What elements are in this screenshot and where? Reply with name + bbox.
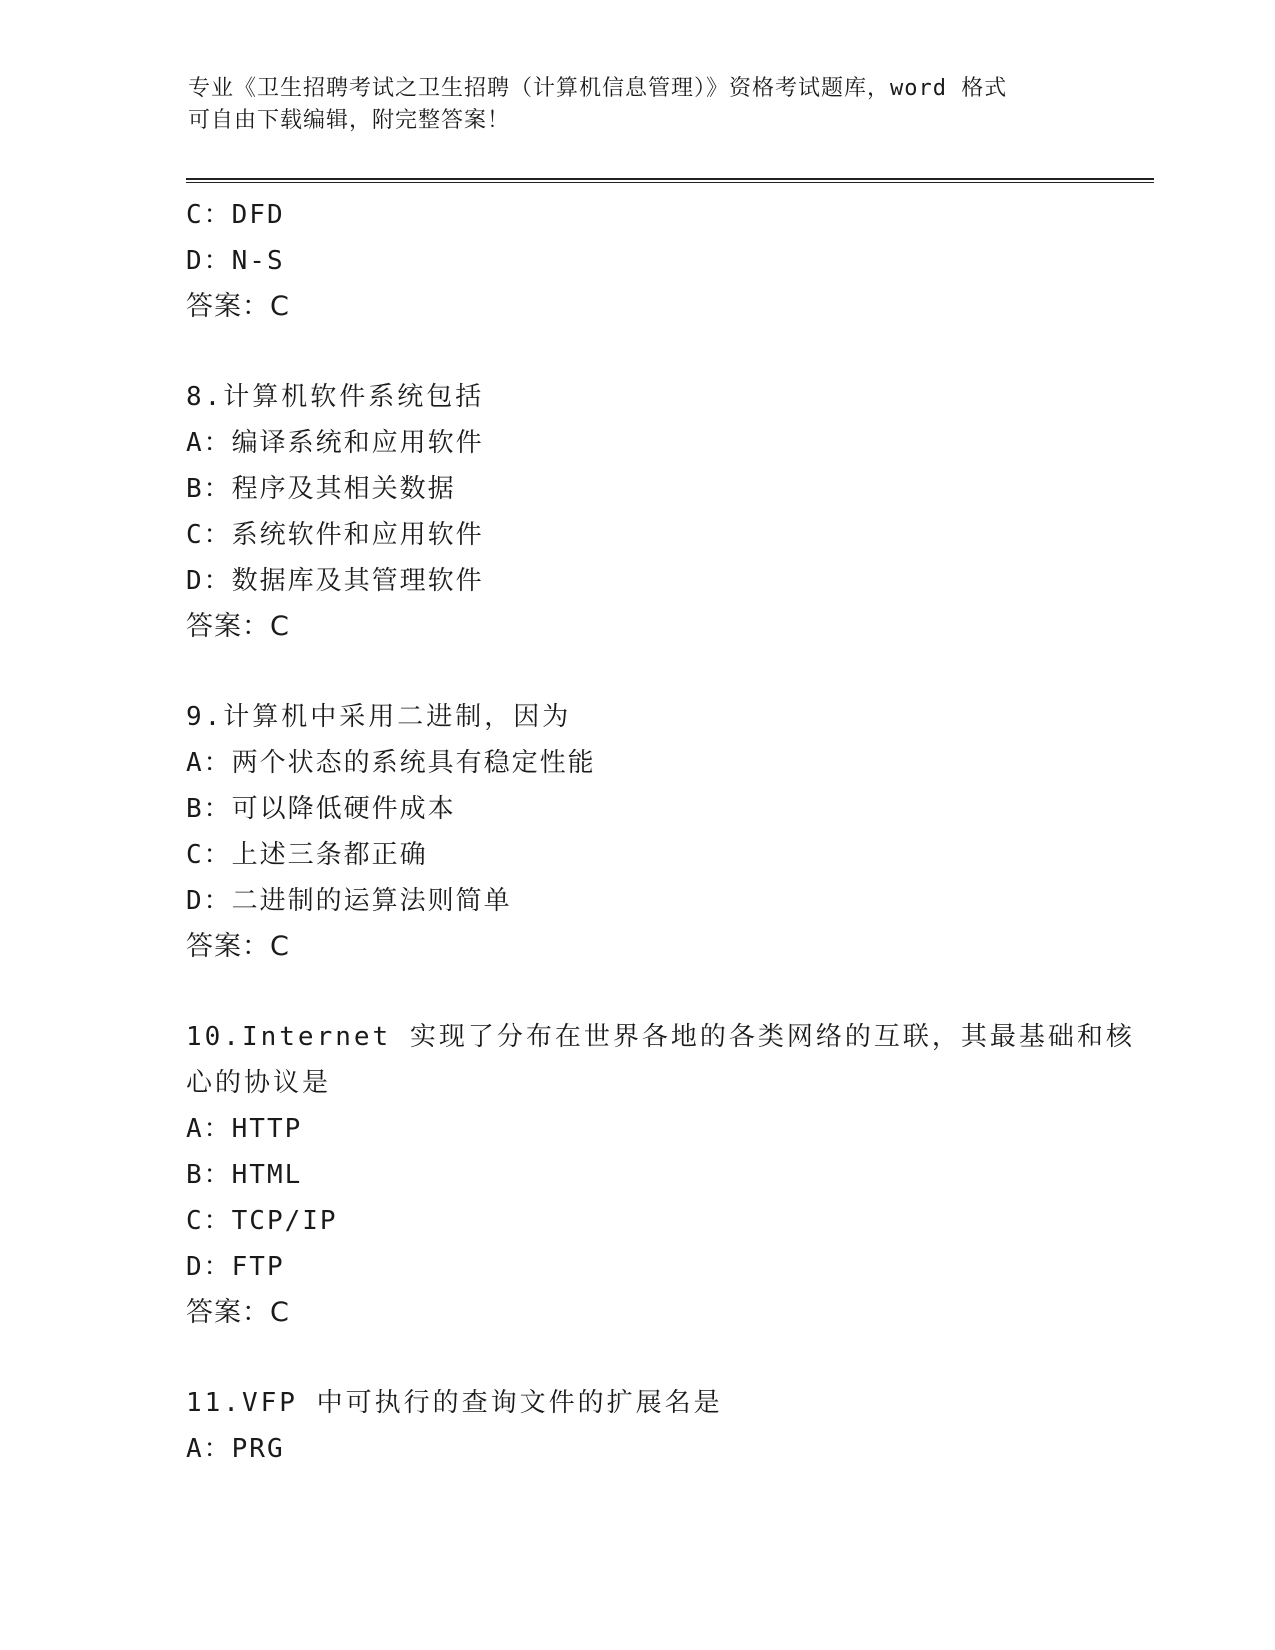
option-a: A：HTTP — [186, 1114, 303, 1144]
spacer — [186, 1336, 1156, 1380]
question-title: 8.计算机软件系统包括 — [186, 382, 485, 412]
option-b: B：可以降低硬件成本 — [186, 794, 456, 824]
option-d: D：N-S — [186, 246, 285, 276]
spacer — [186, 330, 1156, 374]
question-title-line-2: 心的协议是 — [186, 1068, 332, 1098]
option-c: C：上述三条都正确 — [186, 840, 428, 870]
question-10 — [186, 1014, 1156, 1336]
question-9 — [186, 694, 1156, 970]
answer: 答案：C — [186, 931, 290, 962]
header-line-1: 专业《卫生招聘考试之卫生招聘（计算机信息管理）》资格考试题库，word 格式 — [188, 76, 1008, 101]
page-header — [188, 73, 1088, 137]
option-a: A：两个状态的系统具有稳定性能 — [186, 748, 596, 778]
option-c: C：TCP/IP — [186, 1206, 338, 1236]
question-title: 11.VFP 中可执行的查询文件的扩展名是 — [186, 1388, 723, 1418]
answer: 答案：C — [186, 291, 290, 322]
option-a: A：编译系统和应用软件 — [186, 428, 484, 458]
option-c: C：系统软件和应用软件 — [186, 520, 484, 550]
question-title: 9.计算机中采用二进制，因为 — [186, 702, 572, 732]
question-8 — [186, 374, 1156, 650]
spacer — [186, 970, 1156, 1014]
option-a: A：PRG — [186, 1434, 285, 1464]
option-d: D：FTP — [186, 1252, 285, 1282]
header-line-2: 可自由下载编辑，附完整答案！ — [188, 108, 511, 133]
option-b: B：HTML — [186, 1160, 303, 1190]
question-title-line-1: 10.Internet 实现了分布在世界各地的各类网络的互联，其最基础和核 — [186, 1022, 1135, 1052]
question-list — [186, 192, 1156, 1472]
option-c: C：DFD — [186, 200, 285, 230]
option-d: D：二进制的运算法则简单 — [186, 886, 512, 916]
option-b: B：程序及其相关数据 — [186, 474, 456, 504]
header-divider — [186, 178, 1154, 183]
question-11 — [186, 1380, 1156, 1472]
spacer — [186, 650, 1156, 694]
option-d: D：数据库及其管理软件 — [186, 566, 484, 596]
answer: 答案：C — [186, 611, 290, 642]
question-fragment — [186, 192, 1156, 330]
answer: 答案：C — [186, 1297, 290, 1328]
